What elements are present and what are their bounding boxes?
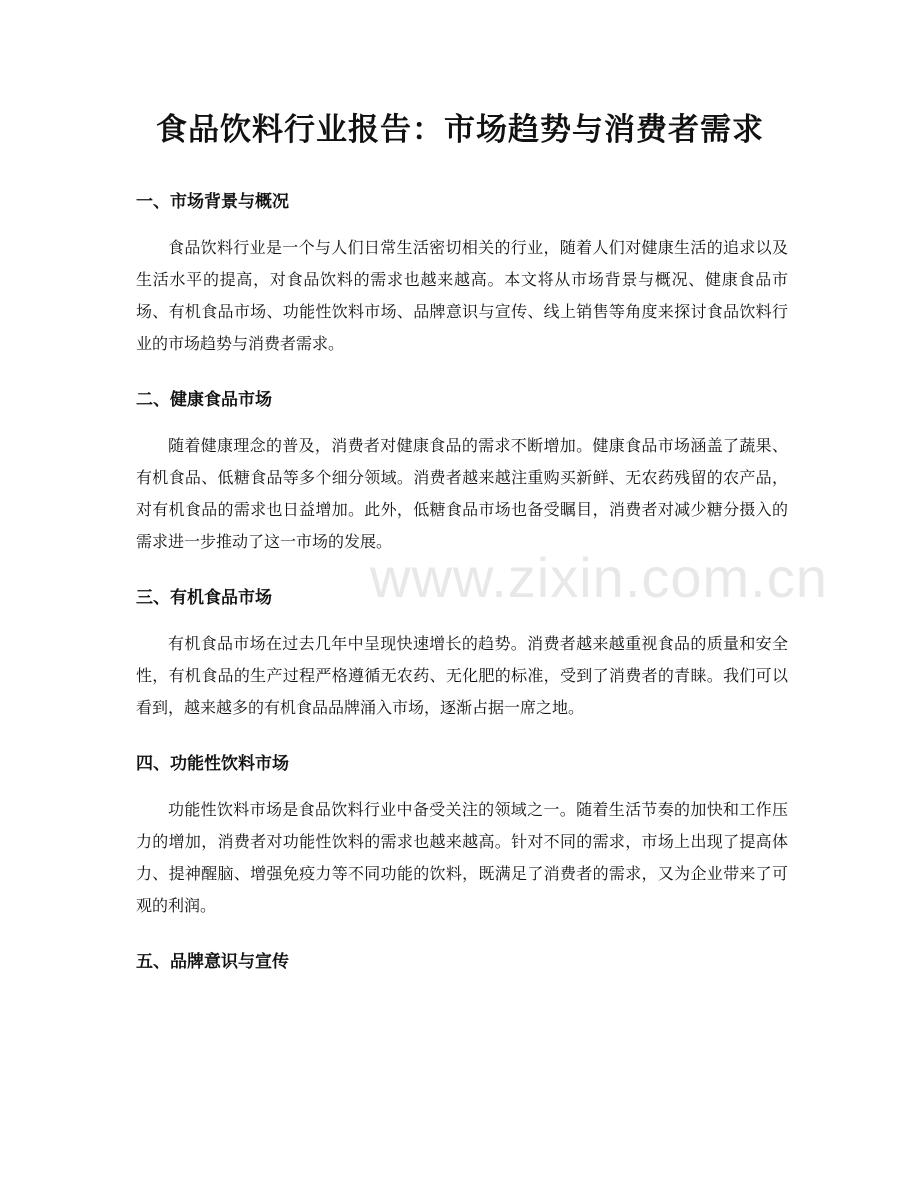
section-organic-food-market bbox=[136, 578, 788, 724]
section-market-background bbox=[136, 182, 788, 360]
page-title: 食品饮料行业报告：市场趋势与消费者需求 bbox=[156, 112, 764, 148]
watermark: www.zixin.com.cn bbox=[370, 546, 828, 609]
section-heading: 一、市场背景与概况 bbox=[136, 192, 289, 212]
section-brand-awareness bbox=[136, 942, 788, 982]
document-body bbox=[136, 182, 788, 992]
section-heading: 五、品牌意识与宣传 bbox=[136, 952, 289, 972]
section-functional-drink-market bbox=[136, 744, 788, 922]
section-paragraph: 功能性饮料市场是食品饮料行业中备受关注的领域之一。随着生活节奏的加快和工作压力的增加，消费者对功能性饮料的需求也越来越高。针对不同的需求，市场上出现了提高体力、提神醒脑、增强免疫力等不同功能的饮料，既满足了消费者的需求，又为企业带来了可观的利润。 bbox=[136, 800, 788, 915]
section-paragraph: 有机食品市场在过去几年中呈现快速增长的趋势。消费者越来越重视食品的质量和安全性，有机食品的生产过程严格遵循无农药、无化肥的标准，受到了消费者的青睐。我们可以看到，越来越多的有机食品品牌涌入市场，逐渐占据一席之地。 bbox=[136, 634, 788, 717]
section-heading: 四、功能性饮料市场 bbox=[136, 754, 289, 774]
section-heading: 二、健康食品市场 bbox=[136, 390, 272, 410]
section-heading: 三、有机食品市场 bbox=[136, 588, 272, 608]
section-paragraph: 食品饮料行业是一个与人们日常生活密切相关的行业，随着人们对健康生活的追求以及生活水平的提高，对食品饮料的需求也越来越高。本文将从市场背景与概况、健康食品市场、有机食品市场、功能性饮料市场、品牌意识与宣传、线上销售等角度来探讨食品饮料行业的市场趋势与消费者需求。 bbox=[136, 238, 788, 353]
section-paragraph: 随着健康理念的普及，消费者对健康食品的需求不断增加。健康食品市场涵盖了蔬果、有机食品、低糖食品等多个细分领域。消费者越来越注重购买新鲜、无农药残留的农产品，对有机食品的需求也日益增加。此外，低糖食品市场也备受瞩目，消费者对减少糖分摄入的需求进一步推动了这一市场的发展。 bbox=[136, 436, 788, 551]
section-health-food-market bbox=[136, 380, 788, 558]
